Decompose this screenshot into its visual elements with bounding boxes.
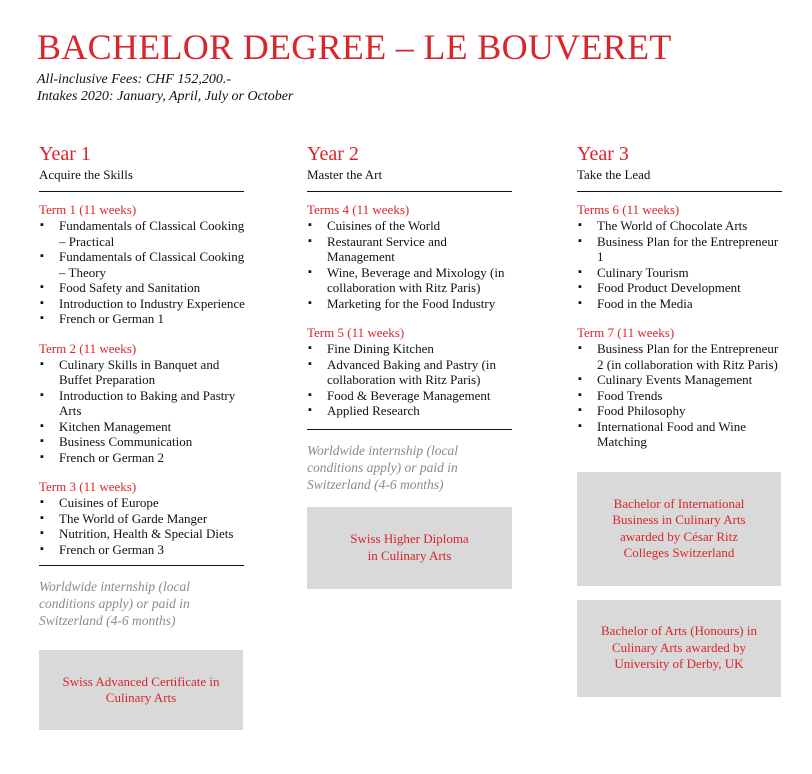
list-item: ▪ The World of Chocolate Arts (577, 218, 787, 234)
divider (39, 191, 244, 192)
list-item: ▪ Food Product Development (577, 280, 787, 296)
list-item: ▪ Cuisines of the World (307, 218, 517, 234)
list-item: ▪ Food & Beverage Management (307, 388, 517, 404)
course-list (577, 341, 787, 450)
term-heading: Terms 6 (11 weeks) (577, 202, 680, 217)
year-tagline: Master the Art (307, 167, 383, 182)
term-heading: Term 2 (11 weeks) (39, 340, 137, 356)
term-heading: Term 5 (11 weeks) (307, 325, 405, 340)
list-item: ▪ Nutrition, Health & Special Diets (39, 526, 249, 542)
list-item: ▪ Restaurant Service and Management (307, 234, 517, 265)
year-tagline: Take the Lead (577, 167, 651, 182)
course-list (39, 357, 249, 466)
list-item: ▪ French or German 2 (39, 450, 249, 466)
award-text: Swiss Advanced Certificate in Culinary Arts (62, 673, 220, 705)
list-item: ▪ Introduction to Industry Experience (39, 296, 249, 312)
list-item: ▪ International Food and Wine Matching (577, 419, 787, 450)
divider (577, 191, 782, 192)
divider (307, 429, 512, 430)
list-item: ▪ Food Safety and Sanitation (39, 280, 249, 296)
year-tagline: Acquire the Skills (39, 167, 133, 182)
list-item: ▪ French or German 3 (39, 542, 249, 558)
course-list (307, 341, 517, 419)
list-item: ▪ The World of Garde Manger (39, 511, 249, 527)
list-item: ▪ French or German 1 (39, 311, 249, 327)
course-list (307, 218, 517, 311)
list-item: ▪ Food in the Media (577, 296, 787, 312)
course-list (39, 218, 249, 327)
list-item: ▪ Fine Dining Kitchen (307, 341, 517, 357)
list-item: ▪ Culinary Tourism (577, 265, 787, 281)
year-3-column (577, 142, 787, 697)
term-heading: Term 7 (11 weeks) (577, 325, 675, 340)
year-2-column (307, 142, 517, 589)
list-item: ▪ Food Philosophy (577, 403, 787, 419)
list-item: ▪ Introduction to Baking and Pastry Arts (39, 388, 249, 419)
award-box (577, 472, 781, 586)
divider (307, 191, 512, 192)
divider (39, 565, 244, 566)
list-item: ▪ Fundamentals of Classical Cooking – Practical (39, 218, 249, 249)
award-text: Bachelor of Arts (Honours) in Culinary Arts awarded by University of Derby, UK (601, 623, 757, 672)
list-item: ▪ Fundamentals of Classical Cooking – Theory (39, 249, 249, 280)
list-item: ▪ Food Trends (577, 388, 787, 404)
intakes-text: Intakes 2020: January, April, July or October (37, 89, 294, 104)
award-box (577, 600, 781, 697)
page-title: BACHELOR DEGREE – LE BOUVERET (37, 27, 672, 67)
term-heading: Term 1 (11 weeks) (39, 202, 137, 217)
list-item: ▪ Culinary Events Management (577, 372, 787, 388)
award-box (39, 650, 243, 730)
list-item: ▪ Business Communication (39, 434, 249, 450)
year-heading: Year 2 (307, 143, 359, 165)
fees-text: All-inclusive Fees: CHF 152,200.- (37, 72, 232, 87)
course-list (577, 218, 787, 311)
award-box (307, 507, 512, 589)
internship-note: Worldwide internship (local conditions apply) or paid in Switzerland (4-6 months) (39, 579, 190, 628)
internship-note: Worldwide internship (local conditions apply) or paid in Switzerland (4-6 months) (307, 442, 458, 492)
list-item: ▪ Business Plan for the Entrepreneur 2 (in collaboration with Ritz Paris) (577, 341, 787, 372)
year-heading: Year 3 (577, 143, 629, 165)
list-item: ▪ Cuisines of Europe (39, 495, 249, 511)
list-item: ▪ Kitchen Management (39, 419, 249, 435)
list-item: ▪ Marketing for the Food Industry (307, 296, 517, 312)
list-item: ▪ Advanced Baking and Pastry (in collaboration with Ritz Paris) (307, 357, 517, 388)
list-item: ▪ Culinary Skills in Banquet and Buffet Preparation (39, 357, 249, 388)
term-heading: Terms 4 (11 weeks) (307, 202, 410, 217)
list-item: ▪ Wine, Beverage and Mixology (in collaboration with Ritz Paris) (307, 265, 517, 296)
list-item: ▪ Business Plan for the Entrepreneur 1 (577, 234, 787, 265)
award-text: Swiss Higher Diploma in Culinary Arts (350, 531, 469, 563)
course-list (39, 495, 249, 557)
term-heading: Term 3 (11 weeks) (39, 479, 137, 494)
award-text: Bachelor of International Business in Culinary Arts awarded by César Ritz Colleges Switzerland (612, 495, 746, 560)
year-heading: Year 1 (39, 143, 91, 165)
list-item: ▪ Applied Research (307, 403, 517, 419)
year-1-column (39, 142, 249, 730)
